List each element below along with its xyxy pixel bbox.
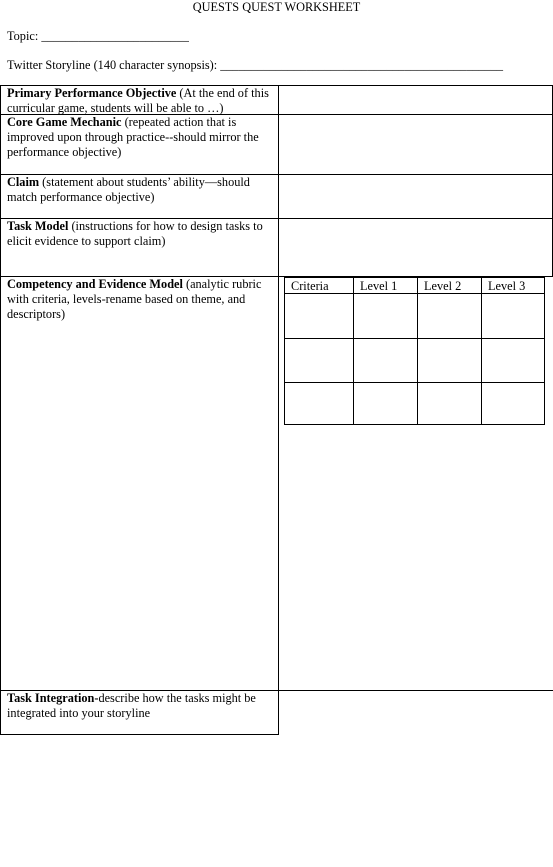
row-claim: Claim (statement about students’ ability—should match performance objective)	[7, 175, 250, 204]
rubric-header-level-1: Level 1	[360, 279, 398, 293]
row-competency-evidence-model: Competency and Evidence Model (analytic rubric with criteria, levels-rename based on theme, and descriptors)	[7, 277, 262, 321]
rubric-header-criteria: Criteria	[291, 279, 329, 293]
row-primary-performance-objective: Primary Performance Objective (At the end of this curricular game, students will be able to …)	[7, 86, 269, 115]
rubric-header-level-3: Level 3	[488, 279, 526, 293]
row-task-model: Task Model (instructions for how to design tasks to elicit evidence to support claim)	[7, 219, 263, 248]
row-task-integration: Task Integration-describe how the tasks might be integrated into your storyline	[7, 691, 256, 720]
topic-field-label[interactable]: Topic: ________________________	[7, 29, 189, 43]
rubric-table	[284, 277, 545, 425]
storyline-field-label[interactable]: Twitter Storyline (140 character synopsis): ______________________________________________	[7, 58, 504, 72]
page-title: QUESTS QUEST WORKSHEET	[192, 0, 361, 14]
row-core-game-mechanic: Core Game Mechanic (repeated action that is improved upon through practice--should mirror the performance objective)	[7, 115, 259, 159]
rubric-header-level-2: Level 2	[424, 279, 462, 293]
